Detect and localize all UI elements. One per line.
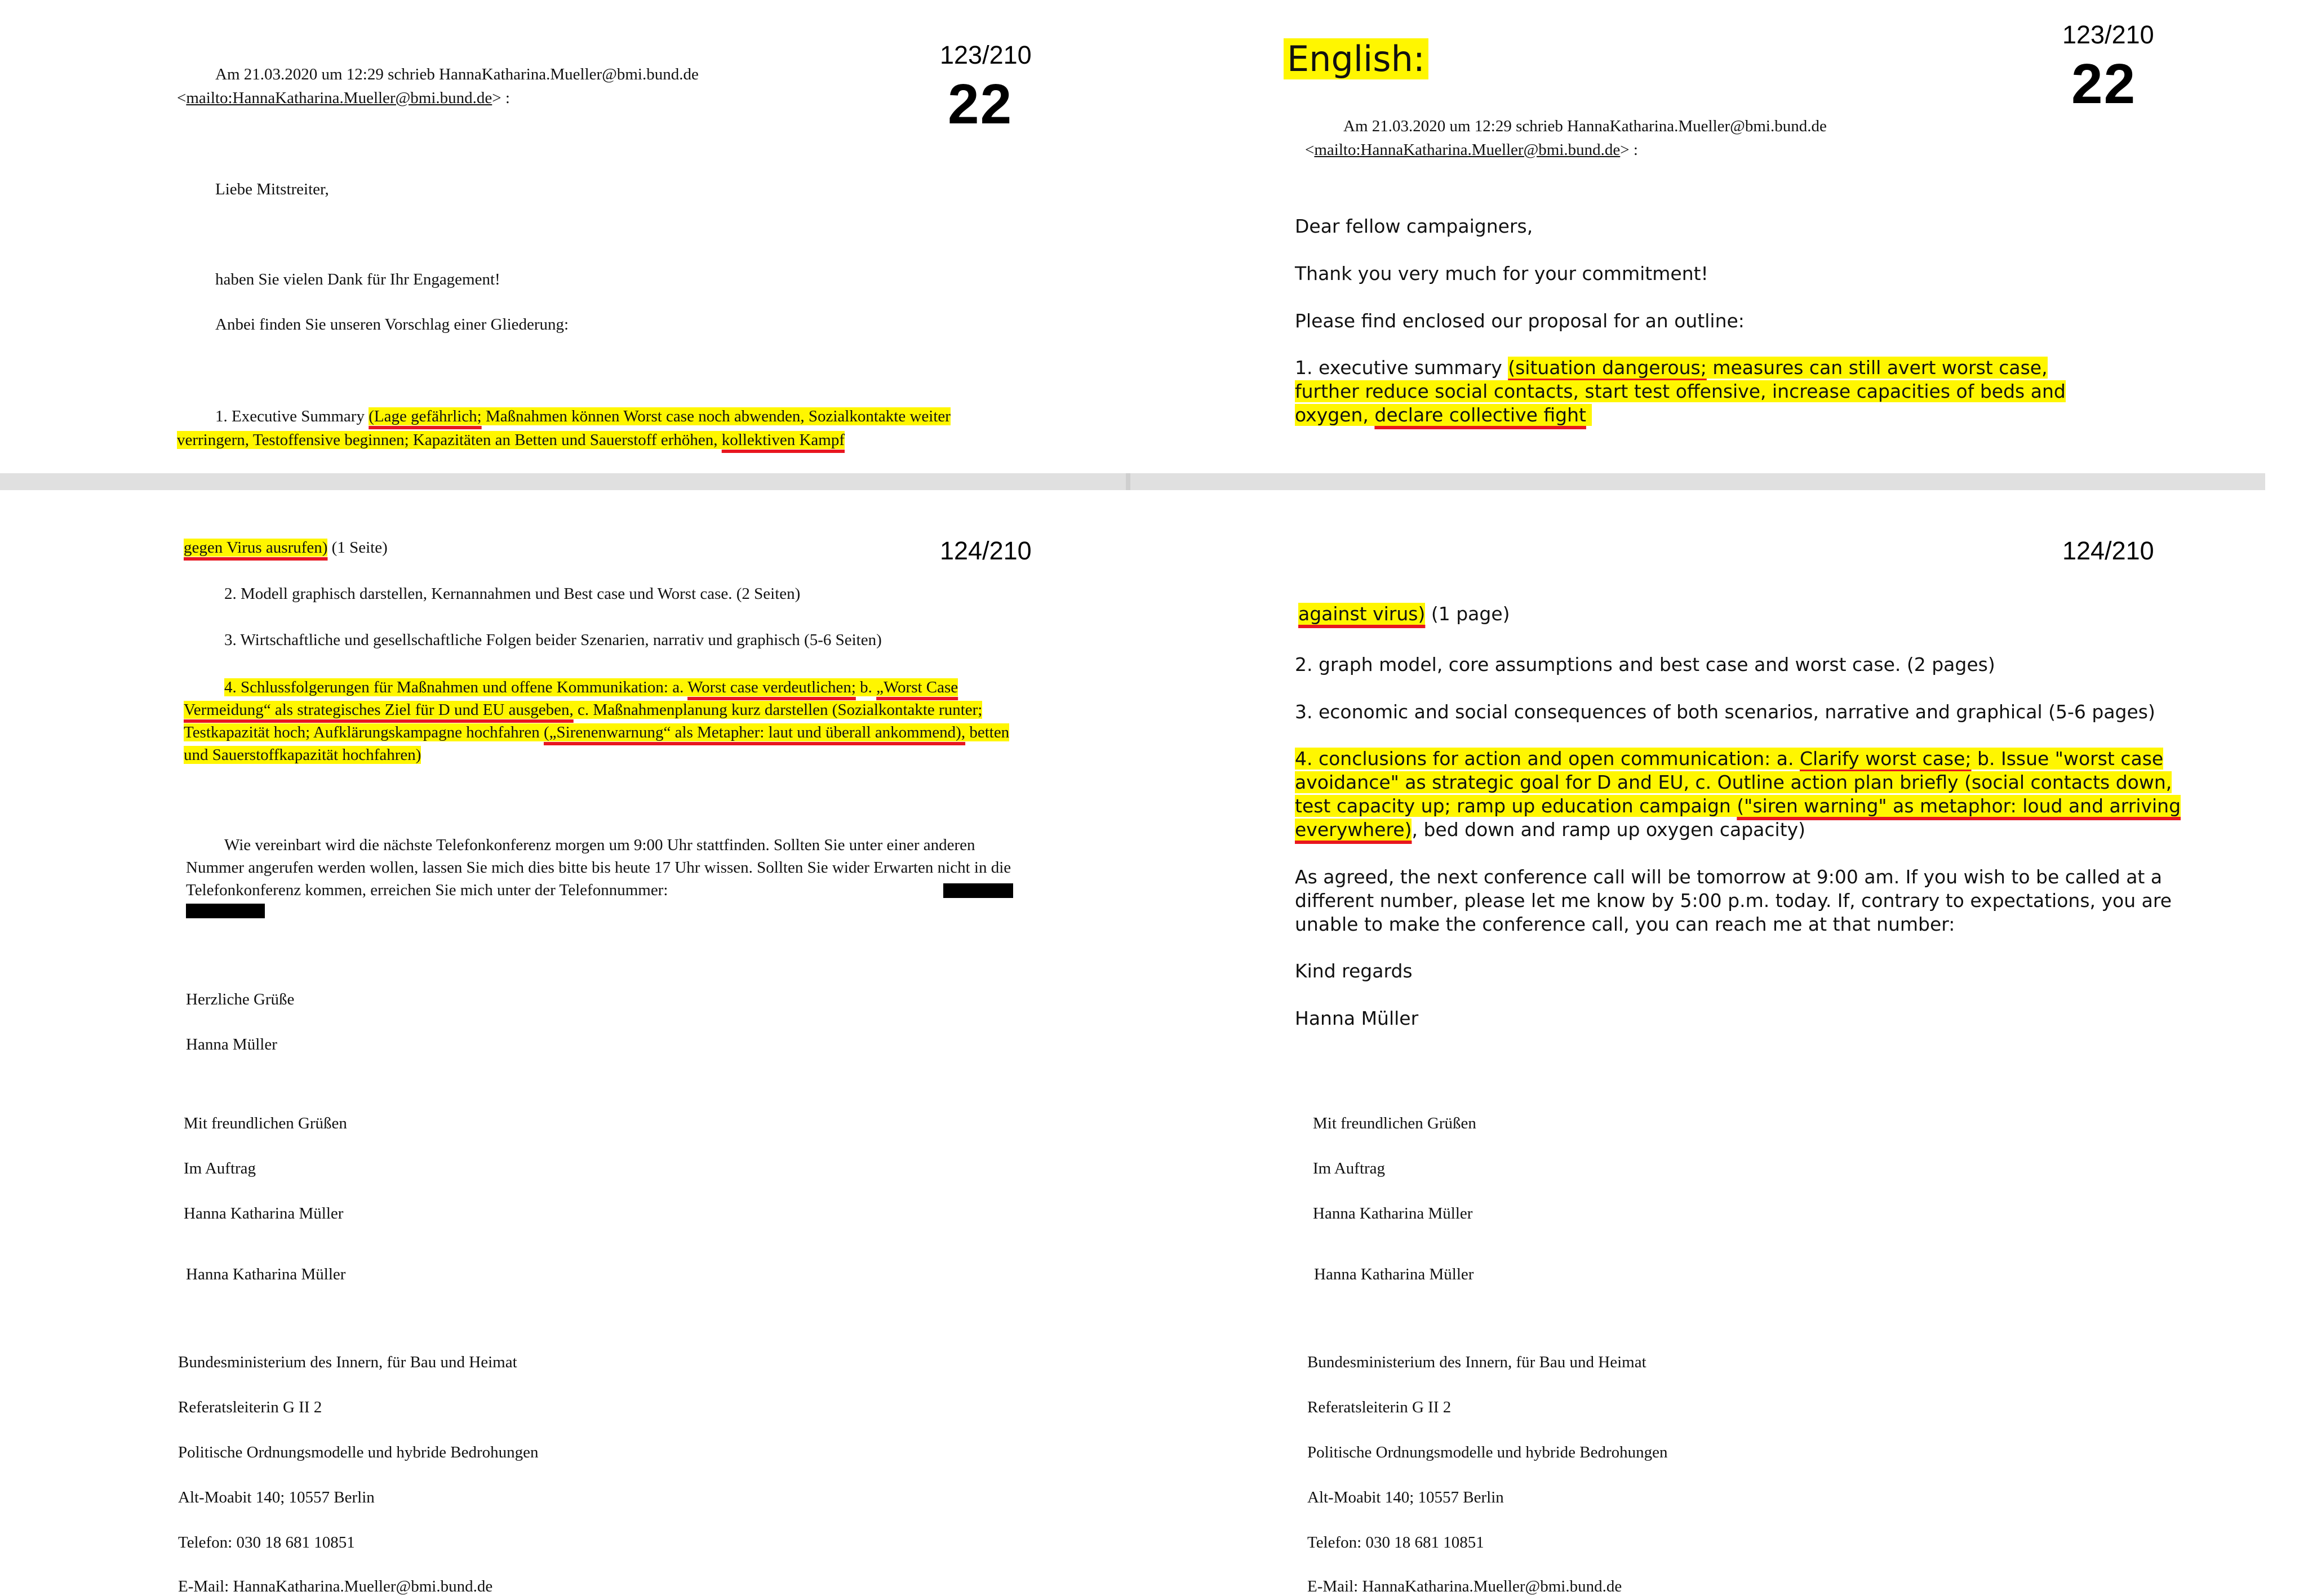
highlight-oxygen: betten und Sauerstoffkapazität hochfahren) bbox=[184, 723, 1010, 764]
highlight-against-virus: against virus) bbox=[1298, 603, 1426, 625]
redaction-bar bbox=[943, 883, 1013, 898]
vertical-panel-divider bbox=[1126, 473, 1130, 490]
regards: Kind regards bbox=[1295, 960, 1413, 982]
page-number: 123/210 bbox=[940, 41, 1032, 69]
role: Referatsleiterin G II 2 bbox=[178, 1398, 322, 1416]
on-behalf: Im Auftrag bbox=[184, 1159, 256, 1177]
thanks-line: haben Sie vielen Dank für Ihr Engagement! bbox=[215, 270, 500, 288]
item-prefix: 1. executive summary bbox=[1295, 357, 1508, 379]
header-line: Am 21.03.2020 um 12:29 schrieb HannaKatharina.Mueller@bmi.bund.de bbox=[1343, 117, 1827, 135]
page-number: 124/210 bbox=[2062, 536, 2154, 565]
formal-closing: Mit freundlichen Grüßen bbox=[1313, 1114, 1476, 1132]
short-name: Hanna Müller bbox=[1295, 1007, 1419, 1029]
ministry: Bundesministerium des Innern, für Bau und Heimat bbox=[178, 1353, 517, 1371]
phone: Telefon: 030 18 681 10851 bbox=[1307, 1533, 1484, 1551]
highlight-conclusions: 4. conclusions for action and open communication: a. bbox=[1295, 748, 1800, 770]
redaction-bar bbox=[186, 904, 265, 918]
mailto-link[interactable]: mailto:HannaKatharina.Mueller@bmi.bund.de bbox=[186, 89, 492, 107]
outline-item-3: 3. Wirtschaftliche und gesellschaftliche Folgen beider Szenarien, narrativ und graphisch (5-6 Seiten) bbox=[224, 631, 882, 649]
department: Politische Ordnungsmodelle und hybride Bedrohungen bbox=[178, 1443, 539, 1461]
page-count: (1 Seite) bbox=[327, 539, 388, 557]
ministry: Bundesministerium des Innern, für Bau und Heimat bbox=[1307, 1353, 1646, 1371]
highlight-b: b. bbox=[855, 678, 877, 696]
full-name: Hanna Katharina Müller bbox=[1313, 1204, 1473, 1222]
header-suffix: > : bbox=[492, 89, 510, 107]
mailto-link[interactable]: mailto:HannaKatharina.Mueller@bmi.bund.de bbox=[1314, 141, 1621, 159]
highlight-tail bbox=[1586, 404, 1592, 426]
on-behalf: Im Auftrag bbox=[1313, 1159, 1386, 1177]
email-address: E-Mail: HannaKatharina.Mueller@bmi.bund.de bbox=[1307, 1577, 1622, 1595]
highlight-clarify-worst-case: Worst case verdeutlichen; bbox=[687, 678, 856, 696]
formal-closing: Mit freundlichen Grüßen bbox=[184, 1114, 347, 1132]
english-label: English: bbox=[1284, 38, 1428, 79]
enclosed-line: Anbei finden Sie unseren Vorschlag einer Gliederung: bbox=[215, 315, 569, 334]
highlight-action-plan: b. Issue "worst case avoidance" as strategic goal for D and EU, c. Outline action plan briefly (social contacts down, test capacity up; ramp up education campaign bbox=[1295, 748, 2172, 817]
executive-summary-item bbox=[177, 404, 1011, 452]
highlight-danger: (situation dangerous; bbox=[1508, 357, 1707, 379]
address: Alt-Moabit 140; 10557 Berlin bbox=[178, 1488, 375, 1506]
highlight-collective-fight: declare collective fight bbox=[1374, 404, 1586, 426]
item-prefix: 1. Executive Summary bbox=[215, 407, 369, 425]
full-name: Hanna Katharina Müller bbox=[184, 1204, 344, 1222]
address: Alt-Moabit 140; 10557 Berlin bbox=[1307, 1488, 1504, 1506]
continuation-line bbox=[1298, 603, 1510, 625]
highlight-siren-warning: ("siren warning" as metaphor: loud and arriving everywhere) bbox=[1295, 795, 2181, 841]
executive-summary-item bbox=[1295, 356, 2106, 427]
greeting: Dear fellow campaigners, bbox=[1295, 215, 1533, 237]
thanks-line: Thank you very much for your commitment! bbox=[1295, 263, 1708, 284]
outline-item-2: 2. Modell graphisch darstellen, Kernannahmen und Best case und Worst case. (2 Seiten) bbox=[224, 585, 801, 603]
item-tail: , bed down and ramp up oxygen capacity) bbox=[1412, 819, 1806, 841]
email-header bbox=[215, 65, 891, 84]
regards: Herzliche Grüße bbox=[186, 990, 295, 1008]
horizontal-page-divider bbox=[0, 473, 2265, 490]
phone: Telefon: 030 18 681 10851 bbox=[178, 1533, 355, 1551]
full-name: Hanna Katharina Müller bbox=[186, 1265, 346, 1283]
highlight-against-virus: gegen Virus ausrufen) bbox=[184, 539, 328, 557]
highlight-clarify-worst-case: Clarify worst case; bbox=[1799, 748, 1972, 770]
conference-call-paragraph: Wie vereinbart wird die nächste Telefonkonferenz morgen um 9:00 Uhr stattfinden. Sollten Sie unter einer anderen Nummer angerufen werden wollen, lassen Sie mich dies bitte bis heute 17 Uhr wissen. Sollten Sie wider Erwarten nicht in die Telefonkonferenz kommen, erreichen Sie mich unter der Telefonnummer: bbox=[186, 836, 1011, 899]
conference-call-paragraph: As agreed, the next conference call will be tomorrow at 9:00 am. If you wish to be called at a different number, please let me know by 5:00 p.m. today. If, contrary to expectations, you are unable to make the conference call, you can reach me at that number: bbox=[1295, 866, 2172, 935]
full-name: Hanna Katharina Müller bbox=[1314, 1265, 1474, 1283]
short-name: Hanna Müller bbox=[186, 1035, 277, 1053]
highlight-siren-warning: („Sirenenwarnung“ als Metapher: laut und überall ankommend), bbox=[543, 723, 966, 741]
highlight-measures: measures can still avert worst case, further reduce social contacts, start test offensive, increase capacities of beds and oxygen, bbox=[1295, 357, 2066, 426]
outline-item-4 bbox=[1295, 747, 2208, 842]
header-line: Am 21.03.2020 um 12:29 schrieb HannaKatharina.Mueller@bmi.bund.de bbox=[215, 65, 699, 83]
highlight-worst-case-avoidance: „Worst Case Vermeidung“ als strategisches Ziel für D und EU ausgeben, bbox=[184, 678, 958, 719]
page-number: 124/210 bbox=[940, 536, 1032, 565]
email-header bbox=[1343, 117, 2020, 136]
highlight-measures: Maßnahmen können Worst case noch abwenden, Sozialkontakte weiter verringern, Testoffensive beginnen; Kapazitäten an Betten und Sauerstoff erhöhen, bbox=[177, 407, 951, 449]
email-header-link-line: <mailto:HannaKatharina.Mueller@bmi.bund.de> : bbox=[1305, 141, 1638, 159]
exhibit-number: 22 bbox=[2071, 52, 2137, 115]
highlight-conclusions: 4. Schlussfolgerungen für Maßnahmen und offene Kommunikation: a. bbox=[224, 678, 688, 696]
role: Referatsleiterin G II 2 bbox=[1307, 1398, 1452, 1416]
page-count: (1 page) bbox=[1425, 603, 1510, 625]
highlight-action-plan: c. Maßnahmenplanung kurz darstellen (Sozialkontakte runter; Testkapazität hoch; Aufklärungskampagne hochfahren bbox=[184, 701, 983, 741]
greeting: Liebe Mitstreiter, bbox=[215, 180, 329, 198]
email-address: E-Mail: HannaKatharina.Mueller@bmi.bund.de bbox=[178, 1577, 493, 1595]
highlight-collective-fight: kollektiven Kampf bbox=[721, 431, 845, 449]
highlight-danger: (Lage gefährlich; bbox=[369, 407, 482, 425]
header-suffix: > : bbox=[1620, 141, 1638, 159]
email-header-link-line: <mailto:HannaKatharina.Mueller@bmi.bund.de> : bbox=[177, 89, 510, 107]
page-number: 123/210 bbox=[2062, 20, 2154, 49]
outline-item-4 bbox=[184, 676, 1029, 766]
outline-item-2: 2. graph model, core assumptions and best case and worst case. (2 pages) bbox=[1295, 653, 1995, 675]
continuation-line bbox=[184, 539, 388, 557]
exhibit-number: 22 bbox=[948, 73, 1013, 136]
enclosed-line: Please find enclosed our proposal for an outline: bbox=[1295, 310, 1745, 332]
department: Politische Ordnungsmodelle und hybride Bedrohungen bbox=[1307, 1443, 1668, 1461]
outline-item-3: 3. economic and social consequences of both scenarios, narrative and graphical (5-6 pages) bbox=[1295, 701, 2155, 723]
